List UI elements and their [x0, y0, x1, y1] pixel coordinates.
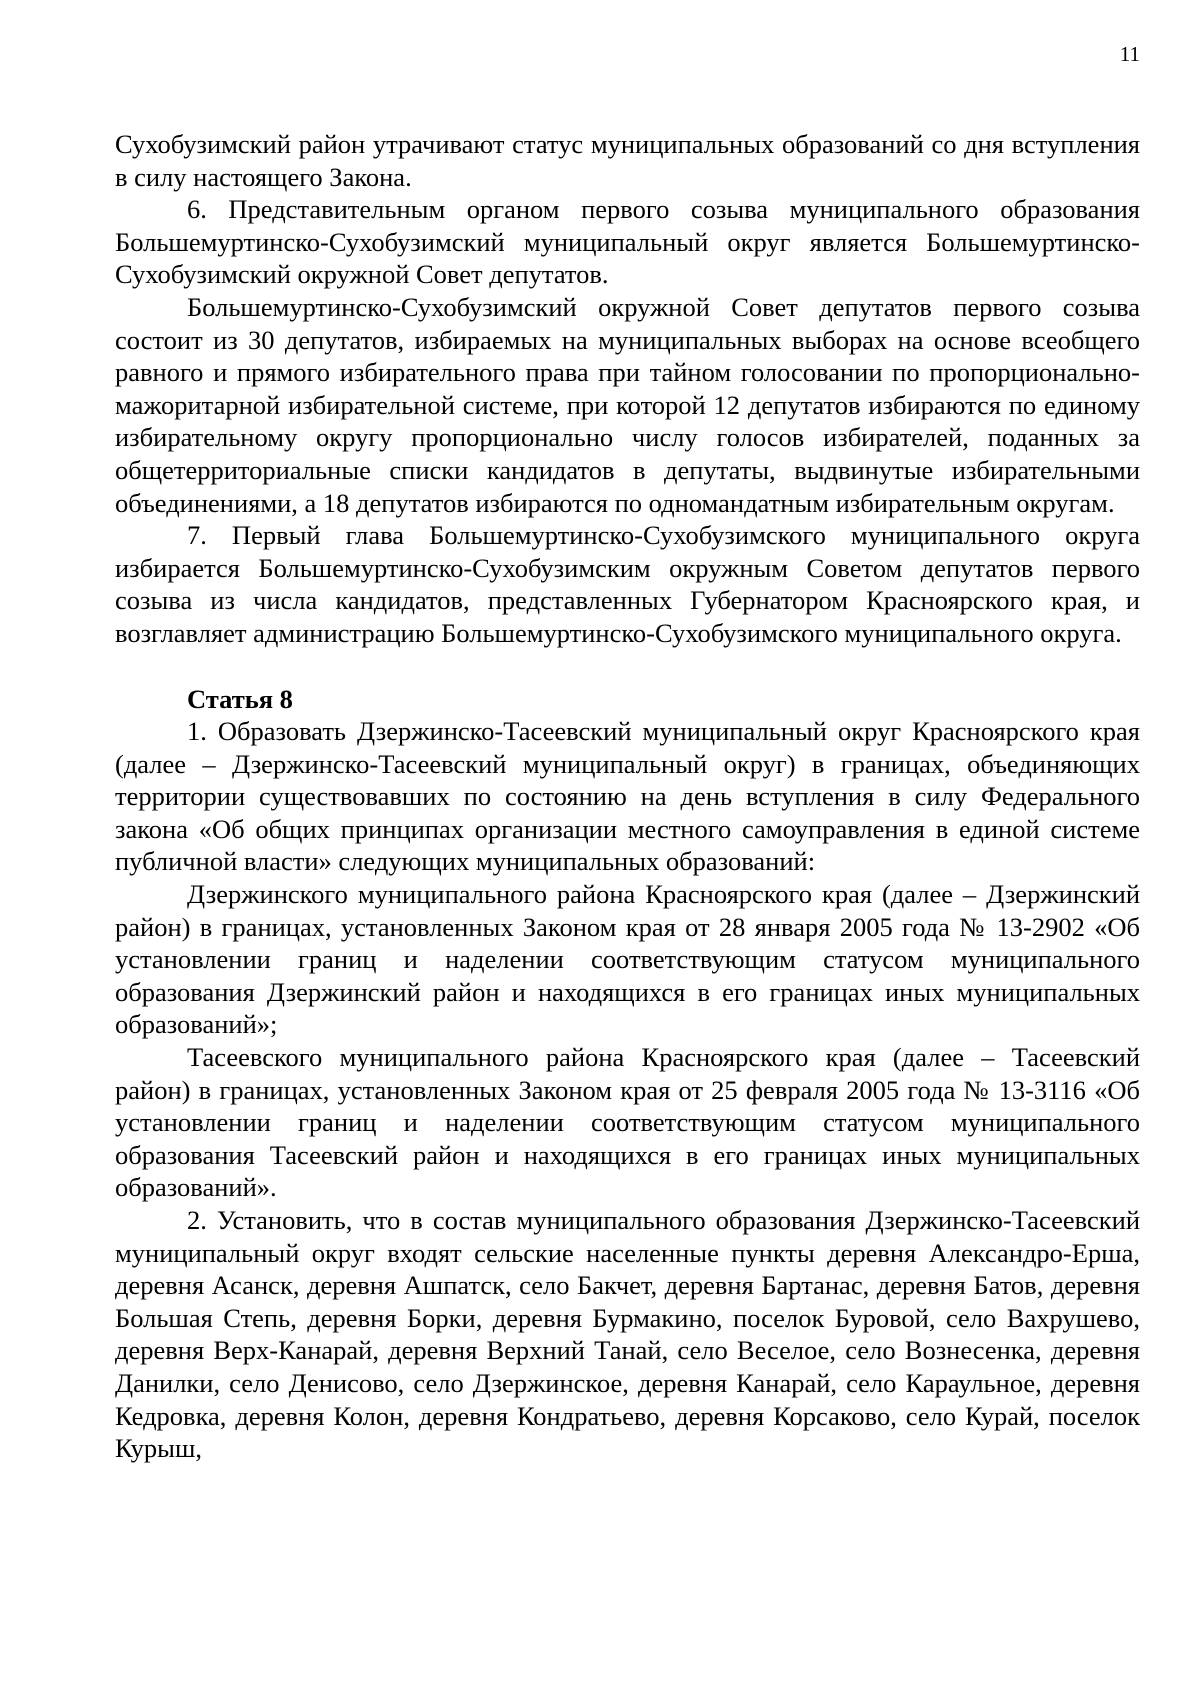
article-heading: Статья 8 [187, 683, 293, 714]
paragraph-article-8-clause-1: 1. Образовать Дзержинско-Тасеевский муниципальный округ Красноярского края (далее – Дзержинско-Тасеевский муниципальный округ) в границах, объединяющих территории существовавших по состоянию на день вступления в силу Федерального закона «Об общих принципах организации местного самоуправления в единой системе публичной власти» следующих муниципальных образований: [115, 716, 1140, 877]
paragraph-continuation: Сухобузимский район утрачивают статус муниципальных образований со дня вступления в силу настоящего Закона. [115, 129, 1140, 192]
page-number: 11 [1119, 42, 1140, 66]
paragraph-taseevsky-district: Тасеевского муниципального района Красноярского края (далее – Тасеевский район) в границах, установленных Законом края от 25 февраля 2005 года № 13-3116 «Об установлении границ и наделении соответствующим статусом муниципального образования Тасеевский район и находящихся в его границах иных муниципальных образований». [115, 1042, 1140, 1203]
paragraph-article-8-clause-2: 2. Установить, что в состав муниципального образования Дзержинско-Тасеевский муниципальный округ входят сельские населенные пункты деревня Александро-Ерша, деревня Асанск, деревня Ашпатск, село Бакчет, деревня Бартанас, деревня Батов, деревня Большая Степь, деревня Борки, деревня Бурмакино, поселок Буровой, село Вахрушево, деревня Верх-Канарай, деревня Верхний Танай, село Веселое, село Вознесенка, деревня Данилки, село Денисово, село Дзержинское, деревня Канарай, село Караульное, деревня Кедровка, деревня Колон, деревня Кондратьево, деревня Корсаково, село Курай, поселок Курыш, [115, 1205, 1140, 1464]
paragraph-dzerzhinsky-district: Дзержинского муниципального района Красноярского края (далее – Дзержинский район) в границах, установленных Законом края от 28 января 2005 года № 13-2902 «Об установлении границ и наделении соответствующим статусом муниципального образования Дзержинский район и находящихся в его границах иных муниципальных образований»; [115, 879, 1140, 1040]
paragraph-council-composition: Большемуртинско-Сухобузимский окружной Совет депутатов первого созыва состоит из 30 депутатов, избираемых на муниципальных выборах на основе всеобщего равного и прямого избирательного права при тайном голосовании по пропорционально-мажоритарной избирательной системе, при которой 12 депутатов избираются по единому избирательному округу пропорционально числу голосов избирателей, поданных за общетерриториальные списки кандидатов в депутаты, выдвинутые избирательными объединениями, а 18 депутатов избираются по одномандатным избирательным округам. [115, 291, 1140, 518]
paragraph-clause-6: 6. Представительным органом первого созыва муниципального образования Большемуртинско-Сухобузимский муниципальный округ является Большемуртинско-Сухобузимский окружной Совет депутатов. [115, 194, 1140, 290]
document-body [115, 128, 1140, 1465]
paragraph-clause-7: 7. Первый глава Большемуртинско-Сухобузимского муниципального округа избирается Большемуртинско-Сухобузимским окружным Советом депутатов первого созыва из числа кандидатов, представленных Губернатором Красноярского края, и возглавляет администрацию Большемуртинско-Сухобузимского муниципального округа. [115, 520, 1140, 648]
